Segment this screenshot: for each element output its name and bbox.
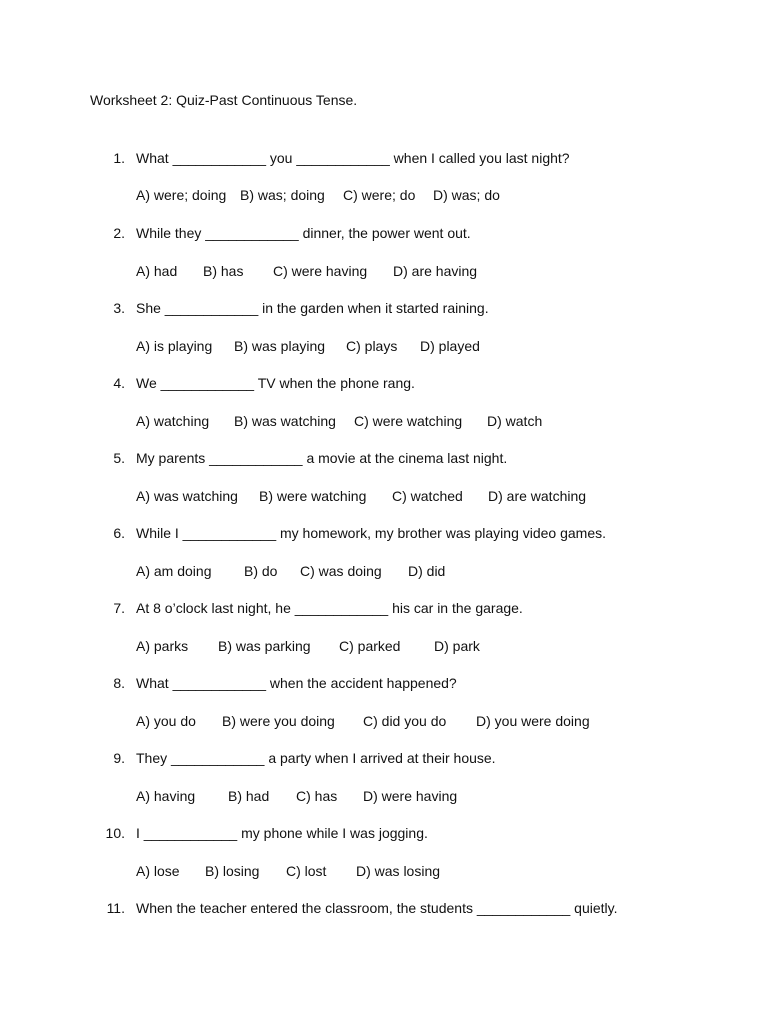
answer-option: A) lose <box>136 863 180 879</box>
answer-option: D) was; do <box>433 187 500 203</box>
worksheet-title: Worksheet 2: Quiz-Past Continuous Tense. <box>90 92 358 108</box>
question-text: My parents ____________ a movie at the cinema last night. <box>136 450 508 466</box>
answer-option: D) are having <box>393 263 478 279</box>
answer-option: A) was watching <box>136 488 238 504</box>
answer-option: C) were; do <box>343 187 416 203</box>
answer-option: D) played <box>420 338 480 354</box>
answer-option: B) was playing <box>234 338 326 354</box>
question-text: What ____________ when the accident happened? <box>136 675 457 691</box>
answer-option: A) am doing <box>136 563 212 579</box>
answer-option: B) was watching <box>234 413 336 429</box>
question-number: 2. <box>113 225 125 241</box>
question-number: 9. <box>113 750 125 766</box>
answer-option: D) were having <box>363 788 458 804</box>
question-number: 5. <box>113 450 125 466</box>
question-number: 3. <box>113 300 125 316</box>
question-number: 11. <box>106 900 125 916</box>
question-text: We ____________ TV when the phone rang. <box>136 375 415 391</box>
answer-option: A) had <box>136 263 178 279</box>
answer-option: A) were; doing <box>136 187 227 203</box>
answer-option: B) were watching <box>259 488 367 504</box>
question-number: 7. <box>113 600 125 616</box>
question-number: 1. <box>113 150 125 166</box>
question-text: I ____________ my phone while I was jogging. <box>136 825 428 841</box>
question-text: What ____________ you ____________ when I called you last night? <box>136 150 570 166</box>
answer-option: D) you were doing <box>476 713 590 729</box>
question-number: 6. <box>113 525 125 541</box>
question-number: 4. <box>113 375 125 391</box>
answer-option: D) park <box>434 638 480 654</box>
question-text: While they ____________ dinner, the power went out. <box>136 225 471 241</box>
answer-option: C) lost <box>286 863 327 879</box>
answer-option: C) watched <box>392 488 463 504</box>
answer-option: D) are watching <box>488 488 587 504</box>
answer-option: C) did you do <box>363 713 447 729</box>
answer-option: C) was doing <box>300 563 382 579</box>
answer-option: B) losing <box>205 863 260 879</box>
question-number: 10. <box>105 825 125 841</box>
answer-option: D) did <box>408 563 446 579</box>
answer-option: B) was parking <box>218 638 311 654</box>
answer-option: D) was losing <box>356 863 441 879</box>
answer-option: B) had <box>228 788 270 804</box>
answer-option: B) do <box>244 563 278 579</box>
answer-option: C) were watching <box>354 413 463 429</box>
answer-option: B) has <box>203 263 244 279</box>
answer-option: A) parks <box>136 638 189 654</box>
answer-option: A) watching <box>136 413 210 429</box>
question-text: They ____________ a party when I arrived at their house. <box>136 750 496 766</box>
question-number: 8. <box>113 675 125 691</box>
answer-option: C) has <box>296 788 338 804</box>
answer-option: C) plays <box>346 338 398 354</box>
question-text: She ____________ in the garden when it started raining. <box>136 300 489 316</box>
question-text: At 8 o’clock last night, he ____________ his car in the garage. <box>136 600 523 616</box>
answer-option: A) you do <box>136 713 196 729</box>
answer-option: A) having <box>136 788 196 804</box>
answer-option: B) were you doing <box>222 713 335 729</box>
answer-option: B) was; doing <box>240 187 325 203</box>
question-text: When the teacher entered the classroom, the students ____________ quietly. <box>136 900 618 916</box>
question-text: While I ____________ my homework, my brother was playing video games. <box>136 525 607 541</box>
answer-option: A) is playing <box>136 338 213 354</box>
answer-option: D) watch <box>487 413 543 429</box>
answer-option: C) parked <box>339 638 401 654</box>
answer-option: C) were having <box>273 263 368 279</box>
